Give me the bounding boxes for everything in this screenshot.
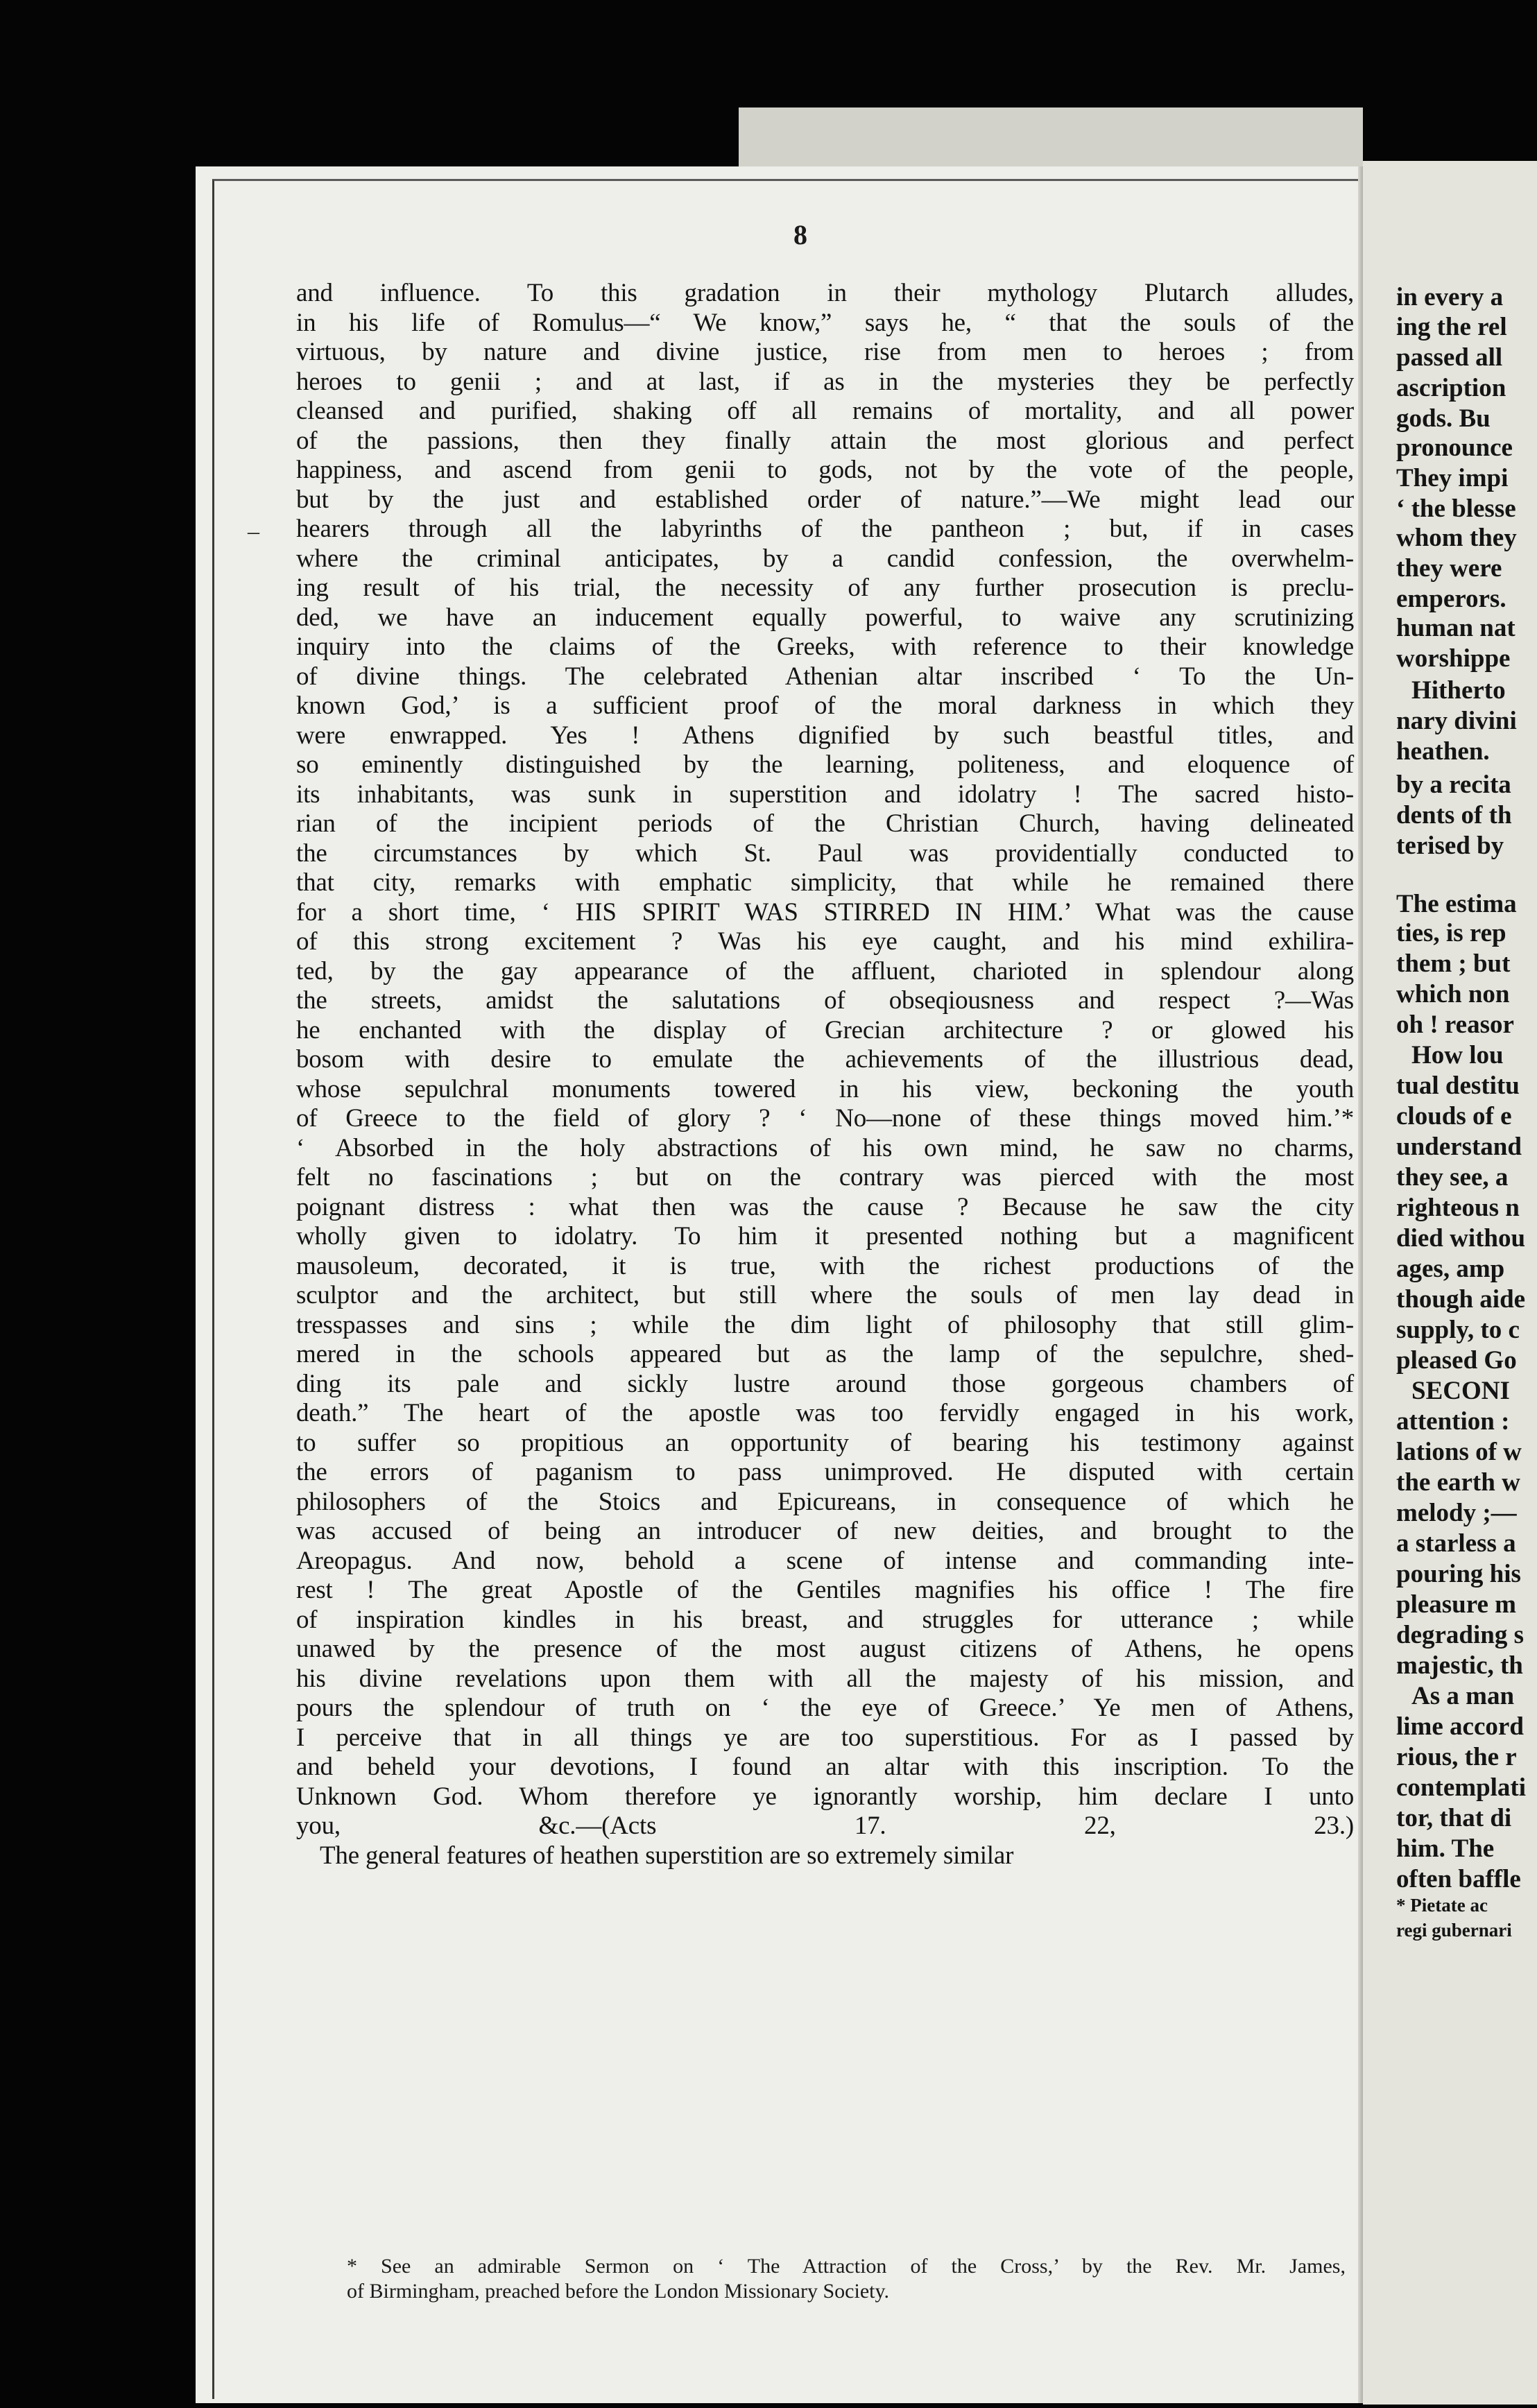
text-line: and influence. To this gradation in their mythology Plutarch alludes,: [296, 279, 1354, 307]
text-line: philosophers of the Stoics and Epicureans, in consequence of which he: [296, 1487, 1354, 1516]
fragment-line: Hitherto: [1411, 676, 1506, 705]
footnotes: [347, 2254, 1346, 2304]
text-line: rian of the incipient periods of the Christian Church, having delineated: [296, 809, 1354, 838]
fragment-line: in every a: [1396, 283, 1504, 311]
text-line: for a short time, ‘ HIS SPIRIT WAS STIRRED IN HIM.’ What was the cause: [296, 897, 1354, 927]
fragment-line: As a man: [1411, 1682, 1515, 1710]
text-line: in his life of Romulus—“ We know,” says he, “ that the souls of the: [296, 308, 1354, 337]
fragment-line: ‘ the blesse: [1396, 495, 1516, 523]
text-line: Unknown God. Whom therefore ye ignorantly worship, him declare I unto: [296, 1782, 1354, 1811]
text-line: the streets, amidst the salutations of obseqiousness and respect ?—Was: [296, 986, 1354, 1015]
text-line: Areopagus. And now, behold a scene of intense and commanding inte-: [296, 1546, 1354, 1575]
fragment-line: tual destitu: [1396, 1072, 1520, 1100]
fragment-line: lations of w: [1396, 1438, 1522, 1466]
text-line: his divine revelations upon them with all the majesty of his mission, and: [296, 1664, 1354, 1693]
fragment-line: supply, to c: [1396, 1316, 1520, 1344]
text-line: you, &c.—(Acts 17. 22, 23.): [296, 1812, 1354, 1840]
fragment-line: ing the rel: [1396, 313, 1507, 341]
page-number: 8: [793, 219, 807, 250]
fragment-line: rious, the r: [1396, 1743, 1517, 1771]
fragment-line: ties, is rep: [1396, 919, 1506, 947]
text-line: cleansed and purified, shaking off all remains of mortality, and all power: [296, 397, 1354, 425]
text-line: felt no fascinations ; but on the contrary was pierced with the most: [296, 1163, 1354, 1192]
fragment-line: degrading s: [1396, 1621, 1525, 1649]
text-line: ding its pale and sickly lustre around those gorgeous chambers of: [296, 1369, 1354, 1398]
fragment-line: contemplati: [1396, 1773, 1527, 1802]
fragment-line: passed all: [1396, 343, 1503, 372]
fragment-line: they see, a: [1396, 1163, 1509, 1192]
fragment-line: terised by: [1396, 832, 1504, 860]
text-line: happiness, and ascend from genii to gods, not by the vote of the people,: [296, 456, 1354, 484]
text-line: inquiry into the claims of the Greeks, with reference to their knowledge: [296, 633, 1354, 661]
text-line: its inhabitants, was sunk in superstition and idolatry ! The sacred histo-: [296, 780, 1354, 809]
text-line: known God,’ is a sufficient proof of the moral darkness in which they: [296, 691, 1354, 720]
fragment-footnote: * Pietate ac: [1396, 1895, 1488, 1916]
fragment-line: gods. Bu: [1396, 404, 1491, 433]
right-page: [1363, 161, 1537, 2405]
fragment-line: understand: [1396, 1133, 1522, 1161]
fragment-line: pronounce: [1396, 433, 1513, 462]
text-line: mausoleum, decorated, it is true, with the richest productions of the: [296, 1251, 1354, 1280]
footnote-line: of Birmingham, preached before the London Missionary Society.: [347, 2280, 890, 2303]
text-line: was accused of being an introducer of new deities, and brought to the: [296, 1517, 1354, 1545]
text-line: he enchanted with the display of Grecian architecture ? or glowed his: [296, 1015, 1354, 1044]
margin-mark-icon: –: [248, 519, 259, 544]
fragment-line: The estima: [1396, 890, 1517, 918]
text-line: of inspiration kindles in his breast, and struggles for utterance ; while: [296, 1605, 1354, 1634]
text-line: ‘ Absorbed in the holy abstractions of his own mind, he saw no charms,: [296, 1133, 1354, 1162]
text-line: of Greece to the field of glory ? ‘ No—none of these things moved him.’*: [296, 1104, 1354, 1133]
text-line: that city, remarks with emphatic simplicity, that while he remained there: [296, 868, 1354, 897]
fragment-line: a starless a: [1396, 1529, 1516, 1558]
fragment-line: dents of th: [1396, 801, 1512, 829]
text-line: tresspasses and sins ; while the dim light of philosophy that still glim-: [296, 1310, 1354, 1339]
footnote-line: * See an admirable Sermon on ‘ The Attraction of the Cross,’ by the Rev. Mr. James,: [347, 2255, 1346, 2278]
fragment-line: How lou: [1411, 1041, 1504, 1069]
fragment-line: emperors.: [1396, 585, 1506, 613]
text-line: bosom with desire to emulate the achievements of the illustrious dead,: [296, 1045, 1354, 1074]
fragment-line: him. The: [1396, 1834, 1495, 1863]
fragment-line: the earth w: [1396, 1468, 1520, 1497]
fragment-line: by a recita: [1396, 771, 1511, 799]
fragment-line: often baffle: [1396, 1865, 1521, 1893]
text-line: ing result of his trial, the necessity of any further prosecution is preclu-: [296, 574, 1354, 602]
fragment-line: melody ;—: [1396, 1499, 1517, 1527]
text-line: and beheld your devotions, I found an altar with this inscription. To the: [296, 1753, 1354, 1781]
text-line: of this strong excitement ? Was his eye caught, and his mind exhilira-: [296, 927, 1354, 956]
text-line: unawed by the presence of the most august citizens of Athens, he opens: [296, 1635, 1354, 1663]
text-line: hearers through all the labyrinths of the pantheon ; but, if in cases: [296, 515, 1354, 543]
text-line: rest ! The great Apostle of the Gentiles magnifies his office ! The fire: [296, 1576, 1354, 1604]
text-line: mered in the schools appeared but as the lamp of the sepulchre, shed-: [296, 1340, 1354, 1368]
fragment-line: SECONI: [1411, 1377, 1510, 1405]
text-line: where the criminal anticipates, by a candid confession, the overwhelm-: [296, 544, 1354, 573]
fragment-line: They impi: [1396, 464, 1509, 492]
fragment-line: worshippe: [1396, 644, 1511, 673]
fragment-line: pouring his: [1396, 1560, 1521, 1588]
fragment-line: human nat: [1396, 614, 1515, 642]
back-sheet: [739, 108, 1363, 173]
text-line: pours the splendour of truth on ‘ the eye of Greece.’ Ye men of Athens,: [296, 1694, 1354, 1722]
text-line: so eminently distinguished by the learning, politeness, and eloquence of: [296, 750, 1354, 779]
text-line: wholly given to idolatry. To him it presented nothing but a magnificent: [296, 1222, 1354, 1250]
text-line: ded, we have an inducement equally powerful, to waive any scrutinizing: [296, 603, 1354, 632]
text-line: the circumstances by which St. Paul was providentially conducted to: [296, 839, 1354, 868]
fragment-line: pleased Go: [1396, 1346, 1517, 1375]
text-line: heroes to genii ; and at last, if as in the mysteries they be perfectly: [296, 367, 1354, 396]
fragment-line: ages, amp: [1396, 1255, 1505, 1283]
text-line: to suffer so propitious an opportunity of bearing his testimony against: [296, 1428, 1354, 1457]
fragment-line: which non: [1396, 980, 1510, 1008]
text-line: The general features of heathen superstition are so extremely similar: [320, 1841, 1014, 1870]
fragment-line: they were: [1396, 554, 1502, 583]
fragment-line: attention :: [1396, 1407, 1510, 1436]
text-line: virtuous, by nature and divine justice, rise from men to heroes ; from: [296, 338, 1354, 366]
fragment-line: though aide: [1396, 1285, 1526, 1314]
text-line: I perceive that in all things ye are too superstitious. For as I passed by: [296, 1723, 1354, 1752]
fragment-footnote: regi gubernari: [1396, 1920, 1512, 1941]
text-line: death.” The heart of the apostle was too fervidly engaged in his work,: [296, 1399, 1354, 1427]
text-line: of the passions, then they finally attain the most glorious and perfect: [296, 426, 1354, 455]
fragment-line: pleasure m: [1396, 1590, 1517, 1619]
fragment-line: majestic, th: [1396, 1651, 1523, 1680]
text-line: the errors of paganism to pass unimproved. He disputed with certain: [296, 1458, 1354, 1486]
fragment-line: ascription: [1396, 374, 1506, 402]
text-line: whose sepulchral monuments towered in his view, beckoning the youth: [296, 1074, 1354, 1103]
body-text: [296, 279, 1354, 1871]
text-line: were enwrapped. Yes ! Athens dignified by such beastful titles, and: [296, 721, 1354, 750]
fragment-line: them ; but: [1396, 949, 1511, 978]
fragment-line: clouds of e: [1396, 1102, 1512, 1130]
fragment-line: oh ! reasor: [1396, 1011, 1514, 1039]
fragment-line: died withou: [1396, 1224, 1526, 1253]
text-line: poignant distress : what then was the cause ? Because he saw the city: [296, 1192, 1354, 1221]
text-line: ted, by the gay appearance of the affluent, charioted in splendour along: [296, 956, 1354, 986]
fragment-line: whom they: [1396, 524, 1517, 552]
fragment-line: righteous n: [1396, 1194, 1520, 1222]
main-page: [196, 166, 1368, 2403]
fragment-line: heathen.: [1396, 737, 1490, 766]
text-line: sculptor and the architect, but still where the souls of men lay dead in: [296, 1281, 1354, 1309]
fragment-line: nary divini: [1396, 707, 1517, 735]
text-line: of divine things. The celebrated Athenian altar inscribed ‘ To the Un-: [296, 662, 1354, 691]
fragment-line: tor, that di: [1396, 1804, 1512, 1832]
fragment-line: lime accord: [1396, 1712, 1524, 1741]
text-line: but by the just and established order of nature.”—We might lead our: [296, 485, 1354, 514]
